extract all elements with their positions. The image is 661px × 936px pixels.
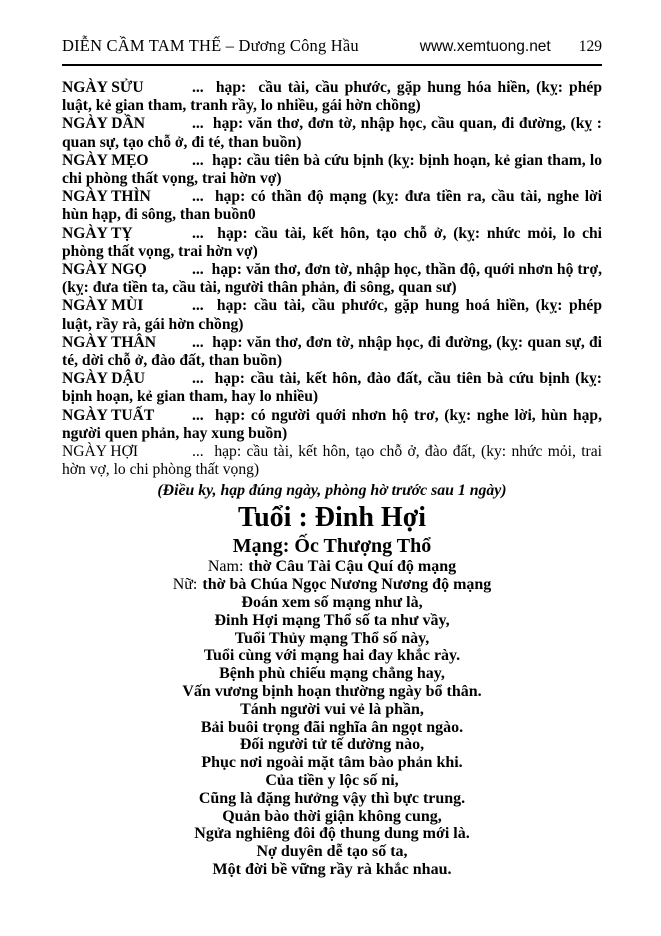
poem-line: Của tiền y lộc số ni, [265,772,399,790]
header-right [420,38,602,56]
day-label: NGÀY MẸO [62,151,149,169]
day-entry-than [62,333,606,370]
day-text: ... hạp: cầu tiên bà cứu bịnh (kỵ: bịnh hoạn, kẻ gian tham, lo chi phòng thất vọng, trai hờn vợ) [62,151,606,188]
timing-note: (Điều ky, hạp đúng ngày, phòng hờ trước sau 1 ngày) [157,482,507,500]
worship-line-nam [62,558,602,576]
day-text: ... hạp: có người quới nhơn hộ trơ, (kỵ: nghe lời, hùn hạp, người quen phản, hay xung buồn) [62,406,606,442]
poem-line: Nợ duyên dễ tạo số ta, [256,843,408,861]
day-text: ... hạp: cầu tài, kết hôn, tạo chỗ ở, (kỵ: nhức mỏi, lo chi phòng thất vọng, trai hờn vợ) [62,224,606,260]
website-url: www.xemtuong.net [419,38,551,55]
day-text: ... hạp: văn thơ, đơn tờ, nhập học, thần độ, quới nhơn hộ trợ, (kỵ: đưa tiền ta, cầu tài, người thân phản, đi sông, quan sư) [62,261,606,297]
worship-line-nu [62,576,602,594]
day-label: NGÀY THÂN [62,333,157,351]
day-label: NGÀY NGỌ [62,261,147,279]
day-text: ... hạp: cầu tài, cầu phước, gặp hung hoá hiền, (kỵ: phép luật, rầy rà, gái hờn chồng) [62,297,606,333]
day-label: NGÀY TUẤT [62,406,155,424]
day-label: NGÀY DẦN [62,115,146,133]
day-label: NGÀY MÙI [62,297,144,315]
age-title: Tuổi : Đinh Hợi [238,502,426,534]
fortune-poem [62,594,602,879]
day-text: ... hạp: có thần độ mạng (kỵ: đưa tiền ra, cầu tài, nghe lời hùn hạp, đi sông, than buồn0 [62,188,606,224]
day-list [62,79,606,479]
day-text: ... hạp: cầu tài, cầu phước, gặp hung hóa hiền, (kỵ: phép luật, kẻ gian tham, tranh rầy, lo nhiều, gái hờn chồng) [62,79,606,115]
poem-line: Đoán xem số mạng như là, [241,594,423,612]
day-text: ... hạp: văn thơ, đơn tờ, nhập học, đi đường, (kỵ: quan sự, đi té, dời chỗ ở, đào đất, than buồn) [62,333,606,370]
day-label: NGÀY SỬU [62,79,144,96]
poem-line: Phục nơi ngoài mặt tâm bào phản khi. [201,754,463,772]
day-entry-hoi [62,443,606,479]
poem-line: Quản bào thời giận không cung, [222,807,442,825]
day-text: ... hạp: cầu tài, kết hôn, đào đất, cầu tiên bà cứu bịnh (kỵ: bịnh hoạn, kẻ gian tham, hay lo nhiều) [62,370,606,406]
poem-line: Tánh người vui vẻ là phần, [240,700,424,718]
poem-line: Đinh Hợi mạng Thổ số ta như vầy, [214,611,450,629]
poem-line: Tuổi Thủy mạng Thổ số này, [234,629,430,647]
poem-line: Bệnh phù chiếu mạng chẳng hay, [219,665,445,683]
poem-line: Tuổi cùng với mạng hai đay khắc rày. [203,647,461,665]
nu-text: thờ bà Chúa Ngọc Nương Nương độ mạng [202,576,492,594]
poem-line: Đối người tử tế dường nào, [239,736,425,754]
day-entry-meo [62,151,606,188]
day-entry-suu [62,79,606,115]
day-text: ... hạp: văn thơ, đơn tờ, nhập học, cầu quan, đi đường, (kỵ : quan sự, tạo chỗ ở, đi té, than buồn) [62,115,606,151]
poem-line: Vấn vương bịnh hoạn thường ngày bổ thân. [182,683,482,701]
poem-line: Ngửa nghiêng đôi độ thung dung mới là. [194,825,470,843]
page-header [62,36,602,56]
poem-line: Bải buôi trọng đãi nghĩa ân ngọt ngào. [200,718,464,736]
book-title: DIỄN CẦM TAM THẾ – Dương Công Hầu [62,36,359,55]
day-entry-tuat [62,406,606,443]
day-label: NGÀY HỢI [62,443,139,461]
page-number: 129 [578,38,602,55]
day-entry-dan [62,115,606,151]
poem-line: Một đời bề vững rầy rà khắc nhau. [212,861,452,879]
day-label: NGÀY DẬU [62,370,146,388]
header-rule [62,64,602,66]
destiny-subtitle: Mạng: Ốc Thượng Thổ [232,535,432,558]
nu-label: Nữ: [172,576,198,594]
nam-text: thờ Câu Tài Cậu Quí độ mạng [248,558,457,576]
day-entry-mui [62,297,606,333]
nam-label: Nam: [207,558,244,576]
day-entry-ty [62,224,606,261]
day-label: NGÀY THÌN [62,188,151,206]
day-text: ... hạp: cầu tài, kết hôn, tạo chỗ ở, đào đất, (ky: nhức mỏi, trai hờn vợ, lo chi phòng thất vọng) [62,443,606,479]
poem-line: Cũng là đặng hưởng vậy thì bực trung. [198,789,466,807]
day-label: NGÀY TỴ [62,224,133,242]
day-entry-ngo [62,261,606,297]
day-entry-dau [62,370,606,406]
day-entry-thin [62,188,606,224]
